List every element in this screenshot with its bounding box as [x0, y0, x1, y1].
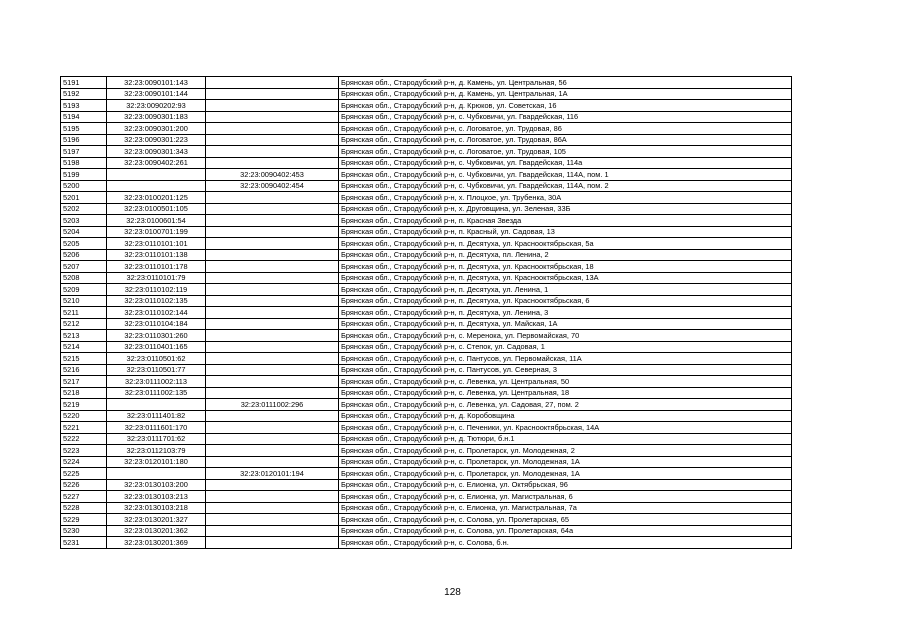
- row-number-cell: 5228: [61, 502, 107, 514]
- cadastral-number-2-cell: [206, 514, 339, 526]
- cadastral-number-cell: 32:23:0110101:101: [107, 238, 206, 250]
- table-row: [61, 203, 792, 215]
- cadastral-number-cell: 32:23:0130201:327: [107, 514, 206, 526]
- address-cell: Брянская обл., Стародубский р-н, д. Камень, ул. Центральная, 56: [339, 77, 792, 89]
- cadastral-number-2-cell: [206, 410, 339, 422]
- address-cell: Брянская обл., Стародубский р-н, с. Степок, ул. Садовая, 1: [339, 341, 792, 353]
- address-cell: Брянская обл., Стародубский р-н, с. Пролетарск, ул. Молодежная, 1А: [339, 468, 792, 480]
- address-cell: Брянская обл., Стародубский р-н, с. Елионка, ул. Магистральная, 7а: [339, 502, 792, 514]
- cadastral-number-cell: 32:23:0090101:143: [107, 77, 206, 89]
- cadastral-number-cell: 32:23:0110501:77: [107, 364, 206, 376]
- table-row: [61, 180, 792, 192]
- table-row: [61, 295, 792, 307]
- cadastral-number-2-cell: [206, 445, 339, 457]
- cadastral-number-2-cell: 32:23:0120101:194: [206, 468, 339, 480]
- row-number-cell: 5223: [61, 445, 107, 457]
- cadastral-number-2-cell: [206, 146, 339, 158]
- cadastral-number-2-cell: [206, 249, 339, 261]
- address-cell: Брянская обл., Стародубский р-н, с. Левенка, ул. Центральная, 50: [339, 376, 792, 388]
- cadastral-number-cell: 32:23:0110101:138: [107, 249, 206, 261]
- address-cell: Брянская обл., Стародубский р-н, с. Пантусов, ул. Первомайская, 11А: [339, 353, 792, 365]
- cadastral-number-cell: 32:23:0090402:261: [107, 157, 206, 169]
- cadastral-number-2-cell: [206, 203, 339, 215]
- address-cell: Брянская обл., Стародубский р-н, д. Крюков, ул. Советская, 16: [339, 100, 792, 112]
- address-cell: Брянская обл., Стародубский р-н, п. Десятуха, ул. Краснооктябрьская, 18: [339, 261, 792, 273]
- row-number-cell: 5205: [61, 238, 107, 250]
- cadastral-number-2-cell: [206, 387, 339, 399]
- table-row: [61, 100, 792, 112]
- row-number-cell: 5216: [61, 364, 107, 376]
- cadastral-number-2-cell: [206, 525, 339, 537]
- cadastral-number-2-cell: [206, 295, 339, 307]
- cadastral-number-cell: 32:23:0110102:144: [107, 307, 206, 319]
- table-row: [61, 77, 792, 89]
- table-row: [61, 410, 792, 422]
- address-cell: Брянская обл., Стародубский р-н, п. Десятуха, ул. Ленина, 3: [339, 307, 792, 319]
- cadastral-number-cell: 32:23:0130201:362: [107, 525, 206, 537]
- table-row: [61, 215, 792, 227]
- row-number-cell: 5214: [61, 341, 107, 353]
- address-cell: Брянская обл., Стародубский р-н, с. Чубковичи, ул. Гвардейская, 116: [339, 111, 792, 123]
- table-row: [61, 433, 792, 445]
- address-cell: Брянская обл., Стародубский р-н, п. Десятуха, ул. Краснооктябрьская, 13А: [339, 272, 792, 284]
- address-cell: Брянская обл., Стародубский р-н, х. Друговщина, ул. Зеленая, 33Б: [339, 203, 792, 215]
- cadastral-number-cell: 32:23:0090301:343: [107, 146, 206, 158]
- cadastral-number-cell: [107, 468, 206, 480]
- cadastral-number-cell: 32:23:0110104:184: [107, 318, 206, 330]
- table-row: [61, 537, 792, 549]
- cadastral-number-cell: 32:23:0110401:165: [107, 341, 206, 353]
- address-cell: Брянская обл., Стародубский р-н, с. Левенка, ул. Садовая, 27, пом. 2: [339, 399, 792, 411]
- cadastral-number-2-cell: [206, 261, 339, 273]
- row-number-cell: 5212: [61, 318, 107, 330]
- cadastral-number-cell: 32:23:0111002:135: [107, 387, 206, 399]
- table-row: [61, 479, 792, 491]
- cadastral-number-2-cell: [206, 502, 339, 514]
- table-row: [61, 88, 792, 100]
- registry-table: [60, 76, 792, 549]
- table-row: [61, 272, 792, 284]
- address-cell: Брянская обл., Стародубский р-н, с. Логоватое, ул. Трудовая, 105: [339, 146, 792, 158]
- table-row: [61, 445, 792, 457]
- cadastral-number-cell: [107, 180, 206, 192]
- row-number-cell: 5209: [61, 284, 107, 296]
- cadastral-number-cell: 32:23:0090301:223: [107, 134, 206, 146]
- row-number-cell: 5226: [61, 479, 107, 491]
- table-row: [61, 502, 792, 514]
- row-number-cell: 5191: [61, 77, 107, 89]
- row-number-cell: 5217: [61, 376, 107, 388]
- address-cell: Брянская обл., Стародубский р-н, д. Коробовщина: [339, 410, 792, 422]
- cadastral-number-2-cell: [206, 272, 339, 284]
- row-number-cell: 5211: [61, 307, 107, 319]
- address-cell: Брянская обл., Стародубский р-н, с. Пролетарск, ул. Молодежная, 2: [339, 445, 792, 457]
- address-cell: Брянская обл., Стародубский р-н, с. Печеники, ул. Краснооктябрьская, 14А: [339, 422, 792, 434]
- cadastral-number-2-cell: [206, 537, 339, 549]
- table-row: [61, 261, 792, 273]
- row-number-cell: 5213: [61, 330, 107, 342]
- address-cell: Брянская обл., Стародубский р-н, с. Чубковичи, ул. Гвардейская, 114а: [339, 157, 792, 169]
- address-cell: Брянская обл., Стародубский р-н, п. Десятуха, ул. Ленина, 1: [339, 284, 792, 296]
- row-number-cell: 5207: [61, 261, 107, 273]
- table-row: [61, 525, 792, 537]
- table-row: [61, 330, 792, 342]
- cadastral-number-cell: 32:23:0111701:62: [107, 433, 206, 445]
- cadastral-number-2-cell: [206, 226, 339, 238]
- row-number-cell: 5222: [61, 433, 107, 445]
- cadastral-number-cell: 32:23:0111002:113: [107, 376, 206, 388]
- cadastral-number-2-cell: [206, 77, 339, 89]
- cadastral-number-cell: 32:23:0130103:200: [107, 479, 206, 491]
- table-row: [61, 226, 792, 238]
- cadastral-number-2-cell: [206, 215, 339, 227]
- table-row: [61, 123, 792, 135]
- cadastral-number-2-cell: [206, 341, 339, 353]
- cadastral-number-2-cell: [206, 100, 339, 112]
- table-row: [61, 399, 792, 411]
- address-cell: Брянская обл., Стародубский р-н, п. Десятуха, ул. Майская, 1А: [339, 318, 792, 330]
- row-number-cell: 5215: [61, 353, 107, 365]
- address-cell: Брянская обл., Стародубский р-н, п. Десятуха, ул. Краснооктябрьская, 5а: [339, 238, 792, 250]
- table-row: [61, 491, 792, 503]
- row-number-cell: 5224: [61, 456, 107, 468]
- cadastral-number-cell: 32:23:0090301:200: [107, 123, 206, 135]
- cadastral-number-2-cell: [206, 364, 339, 376]
- cadastral-number-cell: 32:23:0130201:369: [107, 537, 206, 549]
- table-row: [61, 376, 792, 388]
- row-number-cell: 5194: [61, 111, 107, 123]
- cadastral-number-cell: 32:23:0110101:178: [107, 261, 206, 273]
- row-number-cell: 5208: [61, 272, 107, 284]
- table-row: [61, 157, 792, 169]
- address-cell: Брянская обл., Стародубский р-н, х. Плоцкое, ул. Трубенка, 30А: [339, 192, 792, 204]
- cadastral-number-2-cell: 32:23:0111002:296: [206, 399, 339, 411]
- page-number: 128: [444, 587, 461, 598]
- address-cell: Брянская обл., Стародубский р-н, с. Меренока, ул. Первомайская, 70: [339, 330, 792, 342]
- row-number-cell: 5199: [61, 169, 107, 181]
- row-number-cell: 5202: [61, 203, 107, 215]
- cadastral-number-2-cell: [206, 284, 339, 296]
- cadastral-number-2-cell: [206, 134, 339, 146]
- table-row: [61, 134, 792, 146]
- address-cell: Брянская обл., Стародубский р-н, п. Красная Звезда: [339, 215, 792, 227]
- table-row: [61, 307, 792, 319]
- cadastral-number-2-cell: [206, 192, 339, 204]
- cadastral-number-cell: 32:23:0130103:218: [107, 502, 206, 514]
- table-row: [61, 514, 792, 526]
- address-cell: Брянская обл., Стародубский р-н, с. Пантусов, ул. Северная, 3: [339, 364, 792, 376]
- address-cell: Брянская обл., Стародубский р-н, с. Чубковичи, ул. Гвардейская, 114А, пом. 1: [339, 169, 792, 181]
- row-number-cell: 5197: [61, 146, 107, 158]
- table-row: [61, 456, 792, 468]
- cadastral-number-2-cell: 32:23:0090402:454: [206, 180, 339, 192]
- table-row: [61, 387, 792, 399]
- table-row: [61, 468, 792, 480]
- address-cell: Брянская обл., Стародубский р-н, с. Левенка, ул. Центральная, 18: [339, 387, 792, 399]
- row-number-cell: 5198: [61, 157, 107, 169]
- cadastral-number-cell: 32:23:0100701:199: [107, 226, 206, 238]
- row-number-cell: 5230: [61, 525, 107, 537]
- row-number-cell: 5220: [61, 410, 107, 422]
- address-cell: Брянская обл., Стародубский р-н, с. Солова, б.н.: [339, 537, 792, 549]
- cadastral-number-2-cell: [206, 456, 339, 468]
- address-cell: Брянская обл., Стародубский р-н, п. Десятуха, пл. Ленина, 2: [339, 249, 792, 261]
- cadastral-number-2-cell: [206, 330, 339, 342]
- row-number-cell: 5219: [61, 399, 107, 411]
- cadastral-number-2-cell: [206, 422, 339, 434]
- row-number-cell: 5229: [61, 514, 107, 526]
- cadastral-number-cell: 32:23:0090301:183: [107, 111, 206, 123]
- row-number-cell: 5193: [61, 100, 107, 112]
- address-cell: Брянская обл., Стародубский р-н, с. Солова, ул. Пролетарская, 65: [339, 514, 792, 526]
- row-number-cell: 5195: [61, 123, 107, 135]
- cadastral-number-2-cell: [206, 111, 339, 123]
- table-row: [61, 364, 792, 376]
- table-row: [61, 249, 792, 261]
- cadastral-number-2-cell: [206, 353, 339, 365]
- table-row: [61, 146, 792, 158]
- cadastral-number-2-cell: [206, 491, 339, 503]
- table-row: [61, 111, 792, 123]
- row-number-cell: 5227: [61, 491, 107, 503]
- cadastral-number-cell: 32:23:0112103:79: [107, 445, 206, 457]
- table-row: [61, 192, 792, 204]
- cadastral-number-2-cell: [206, 88, 339, 100]
- cadastral-number-2-cell: [206, 238, 339, 250]
- row-number-cell: 5201: [61, 192, 107, 204]
- row-number-cell: 5206: [61, 249, 107, 261]
- table-row: [61, 422, 792, 434]
- cadastral-number-cell: [107, 169, 206, 181]
- cadastral-number-cell: 32:23:0120101:180: [107, 456, 206, 468]
- cadastral-number-cell: 32:23:0100601:54: [107, 215, 206, 227]
- cadastral-number-cell: 32:23:0110102:135: [107, 295, 206, 307]
- table-row: [61, 353, 792, 365]
- cadastral-number-2-cell: [206, 433, 339, 445]
- row-number-cell: 5200: [61, 180, 107, 192]
- registry-table-body: [61, 77, 792, 549]
- cadastral-number-2-cell: [206, 318, 339, 330]
- cadastral-number-2-cell: [206, 307, 339, 319]
- cadastral-number-cell: 32:23:0100201:125: [107, 192, 206, 204]
- row-number-cell: 5225: [61, 468, 107, 480]
- address-cell: Брянская обл., Стародубский р-н, с. Пролетарск, ул. Молодежная, 1А: [339, 456, 792, 468]
- table-row: [61, 341, 792, 353]
- address-cell: Брянская обл., Стародубский р-н, с. Логоватое, ул. Трудовая, 86: [339, 123, 792, 135]
- cadastral-number-cell: 32:23:0110102:119: [107, 284, 206, 296]
- cadastral-number-cell: [107, 399, 206, 411]
- address-cell: Брянская обл., Стародубский р-н, д. Камень, ул. Центральная, 1А: [339, 88, 792, 100]
- cadastral-number-cell: 32:23:0130103:213: [107, 491, 206, 503]
- address-cell: Брянская обл., Стародубский р-н, с. Логоватое, ул. Трудовая, 86А: [339, 134, 792, 146]
- cadastral-number-cell: 32:23:0110101:79: [107, 272, 206, 284]
- cadastral-number-cell: 32:23:0110301:260: [107, 330, 206, 342]
- cadastral-number-cell: 32:23:0090101:144: [107, 88, 206, 100]
- address-cell: Брянская обл., Стародубский р-н, д. Тютюри, б.н.1: [339, 433, 792, 445]
- address-cell: Брянская обл., Стародубский р-н, с. Елионка, ул. Октябрьская, 96: [339, 479, 792, 491]
- address-cell: Брянская обл., Стародубский р-н, с. Елионка, ул. Магистральная, 6: [339, 491, 792, 503]
- row-number-cell: 5221: [61, 422, 107, 434]
- cadastral-number-cell: 32:23:0111601:170: [107, 422, 206, 434]
- cadastral-number-2-cell: [206, 479, 339, 491]
- cadastral-number-cell: 32:23:0111401:82: [107, 410, 206, 422]
- row-number-cell: 5218: [61, 387, 107, 399]
- table-row: [61, 318, 792, 330]
- cadastral-number-2-cell: [206, 157, 339, 169]
- cadastral-number-cell: 32:23:0110501:62: [107, 353, 206, 365]
- row-number-cell: 5210: [61, 295, 107, 307]
- row-number-cell: 5204: [61, 226, 107, 238]
- table-row: [61, 238, 792, 250]
- table-row: [61, 169, 792, 181]
- address-cell: Брянская обл., Стародубский р-н, п. Красный, ул. Садовая, 13: [339, 226, 792, 238]
- address-cell: Брянская обл., Стародубский р-н, с. Чубковичи, ул. Гвардейская, 114А, пом. 2: [339, 180, 792, 192]
- cadastral-number-cell: 32:23:0100501:105: [107, 203, 206, 215]
- address-cell: Брянская обл., Стародубский р-н, п. Десятуха, ул. Краснооктябрьская, 6: [339, 295, 792, 307]
- cadastral-number-2-cell: 32:23:0090402:453: [206, 169, 339, 181]
- address-cell: Брянская обл., Стародубский р-н, с. Солова, ул. Пролетарская, 64а: [339, 525, 792, 537]
- row-number-cell: 5203: [61, 215, 107, 227]
- row-number-cell: 5192: [61, 88, 107, 100]
- row-number-cell: 5231: [61, 537, 107, 549]
- cadastral-number-2-cell: [206, 376, 339, 388]
- row-number-cell: 5196: [61, 134, 107, 146]
- table-row: [61, 284, 792, 296]
- cadastral-number-cell: 32:23:0090202:93: [107, 100, 206, 112]
- cadastral-number-2-cell: [206, 123, 339, 135]
